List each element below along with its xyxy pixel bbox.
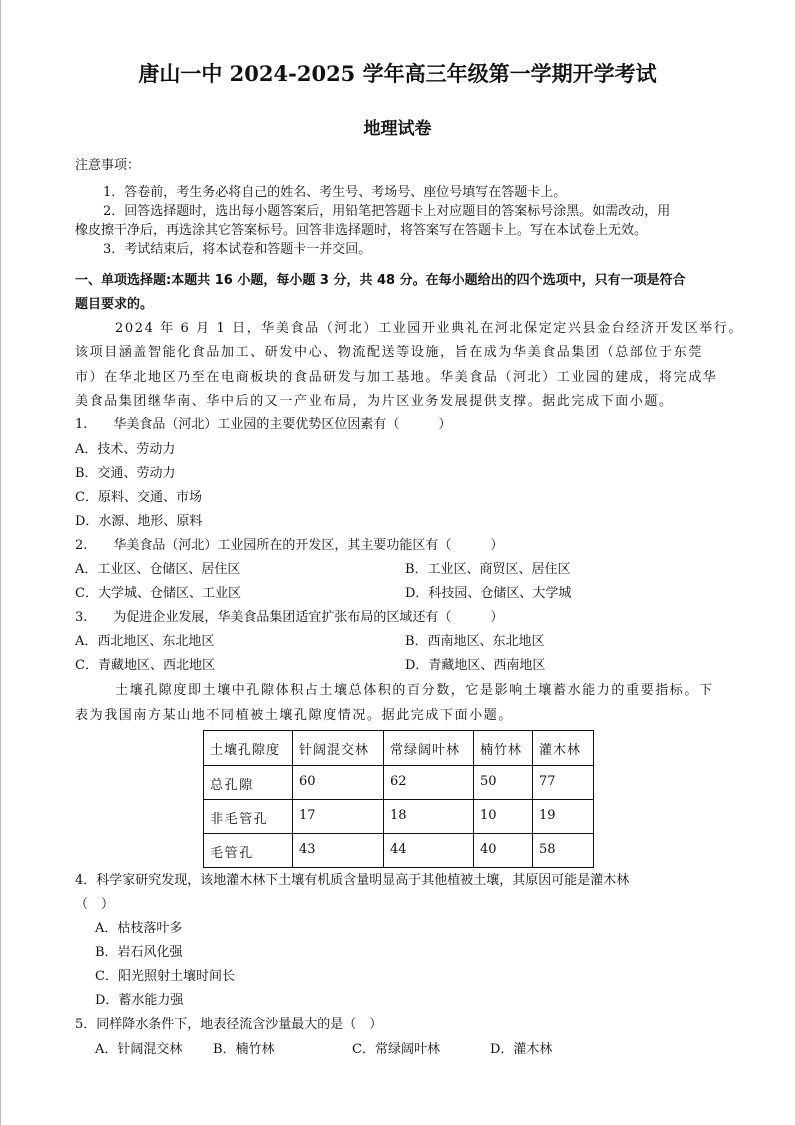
note-item: 1．答卷前，考生务必将自己的姓名、考生号、考场号、座位号填写在答题卡上。 — [103, 185, 567, 200]
section-heading-cont: 题目要求的。 — [75, 297, 154, 312]
table-header-cell: 常绿阔叶林 — [384, 731, 474, 766]
table-cell: 18 — [384, 800, 474, 834]
passage-line: 2024 年 6 月 1 日，华美食品（河北）工业园开业典礼在河北保定定兴县金台经济开发区举行。 — [115, 321, 744, 336]
table-row — [204, 800, 594, 834]
question-5-stem: 5．同样降水条件下，地表径流含沙量最大的是（ ） — [75, 1017, 383, 1032]
table-header-cell: 针阔混交林 — [293, 731, 384, 766]
q5-option-c: C．常绿阔叶林 — [352, 1042, 440, 1057]
table-cell: 17 — [293, 800, 384, 834]
q4-option-d: D．蓄水能力强 — [95, 993, 184, 1008]
question-3-stem: 3. 为促进企业发展，华美食品集团适宜扩张布局的区域还有（ ） — [75, 610, 504, 625]
note-item: 2．回答选择题时，选出每小题答案后，用铅笔把答题卡上对应题目的答案标号涂黑。如需改动，用 — [103, 204, 671, 219]
table-header-cell: 土壤孔隙度 — [204, 731, 293, 766]
q4-option-b: B．岩石风化强 — [95, 945, 183, 960]
table-cell: 毛管孔 — [204, 834, 293, 868]
question-4-stem: 4．科学家研究发现，该地灌木林下土壤有机质含量明显高于其他植被土壤，其原因可能是灌木林 — [75, 873, 630, 888]
table-cell: 10 — [474, 800, 533, 834]
question-4-stem-cont: （ ） — [75, 897, 115, 912]
question-1-stem: 1. 华美食品（河北）工业园的主要优势区位因素有（ ） — [75, 417, 452, 432]
page-edge — [0, 0, 1, 1125]
table-cell: 总孔隙 — [204, 766, 293, 800]
q4-option-a: A．枯枝落叶多 — [95, 921, 183, 936]
question-2-stem: 2. 华美食品（河北）工业园所在的开发区，其主要功能区有（ ） — [75, 538, 504, 553]
notes-heading: 注意事项： — [75, 158, 141, 173]
q3-option-b: B．西南地区、东北地区 — [405, 634, 545, 649]
note-item: 3．考试结束后，将本试卷和答题卡一并交回。 — [103, 242, 372, 257]
q1-option-b: B．交通、劳动力 — [75, 466, 176, 481]
q3-option-a: A．西北地区、东北地区 — [75, 634, 215, 649]
q2-option-d: D．科技园、仓储区、大学城 — [405, 586, 572, 601]
soil-porosity-table — [203, 730, 594, 868]
table-cell: 60 — [293, 766, 384, 800]
table-header-cell: 楠竹林 — [474, 731, 533, 766]
q3-option-d: D．青藏地区、西南地区 — [405, 658, 546, 673]
q3-option-c: C．青藏地区、西北地区 — [75, 658, 215, 673]
table-header-row — [204, 731, 594, 766]
table-cell: 50 — [474, 766, 533, 800]
q1-option-c: C．原料、交通、市场 — [75, 490, 202, 505]
table-row — [204, 834, 594, 868]
q1-option-d: D．水源、地形、原料 — [75, 514, 203, 529]
table-cell: 58 — [533, 834, 594, 868]
q2-option-b: B．工业区、商贸区、居住区 — [405, 562, 571, 577]
passage-line: 市）在华北地区乃至在电商板块的食品研发与加工基地。华美食品（河北）工业园的建成，将完成华 — [75, 370, 718, 385]
passage-line: 美食品集团继华南、华中后的又一产业布局，为片区业务发展提供支撑。据此完成下面小题。 — [75, 394, 674, 409]
table-cell: 43 — [293, 834, 384, 868]
q5-option-d: D．灌木林 — [490, 1042, 553, 1057]
q2-option-c: C．大学城、仓储区、工业区 — [75, 586, 241, 601]
note-item: 橡皮擦干净后，再选涂其它答案标号。回答非选择题时，将答案写在答题卡上。写在本试卷上无效。 — [75, 223, 648, 238]
exam-title: 唐山一中 2024-2025 学年高三年级第一学期开学考试 — [138, 61, 657, 86]
table-header-cell: 灌木林 — [533, 731, 594, 766]
table-cell: 40 — [474, 834, 533, 868]
table-cell: 44 — [384, 834, 474, 868]
passage-line: 土壤孔隙度即土壤中孔隙体积占土壤总体积的百分数，它是影响土壤蓄水能力的重要指标。下 — [115, 683, 714, 698]
table-cell: 19 — [533, 800, 594, 834]
table-cell: 77 — [533, 766, 594, 800]
passage-line: 该项目涵盖智能化食品加工、研发中心、物流配送等设施，旨在成为华美食品集团（总部位于东莞 — [75, 345, 703, 360]
table-cell: 62 — [384, 766, 474, 800]
q2-option-a: A．工业区、仓储区、居住区 — [75, 562, 241, 577]
table-cell: 非毛管孔 — [204, 800, 293, 834]
passage-line: 表为我国南方某山地不同植被土壤孔隙度情况。据此完成下面小题。 — [75, 708, 514, 723]
q5-option-a: A．针阔混交林 — [95, 1042, 183, 1057]
q1-option-a: A．技术、劳动力 — [75, 442, 176, 457]
exam-subtitle: 地理试卷 — [363, 119, 432, 139]
q5-option-b: B．楠竹林 — [213, 1042, 275, 1057]
section-heading: 一、单项选择题:本题共 16 小题，每小题 3 分，共 48 分。在每小题给出的四个选项中，只有一项是符合 — [75, 273, 686, 288]
table-row — [204, 766, 594, 800]
q4-option-c: C．阳光照射土壤时间长 — [95, 969, 235, 984]
